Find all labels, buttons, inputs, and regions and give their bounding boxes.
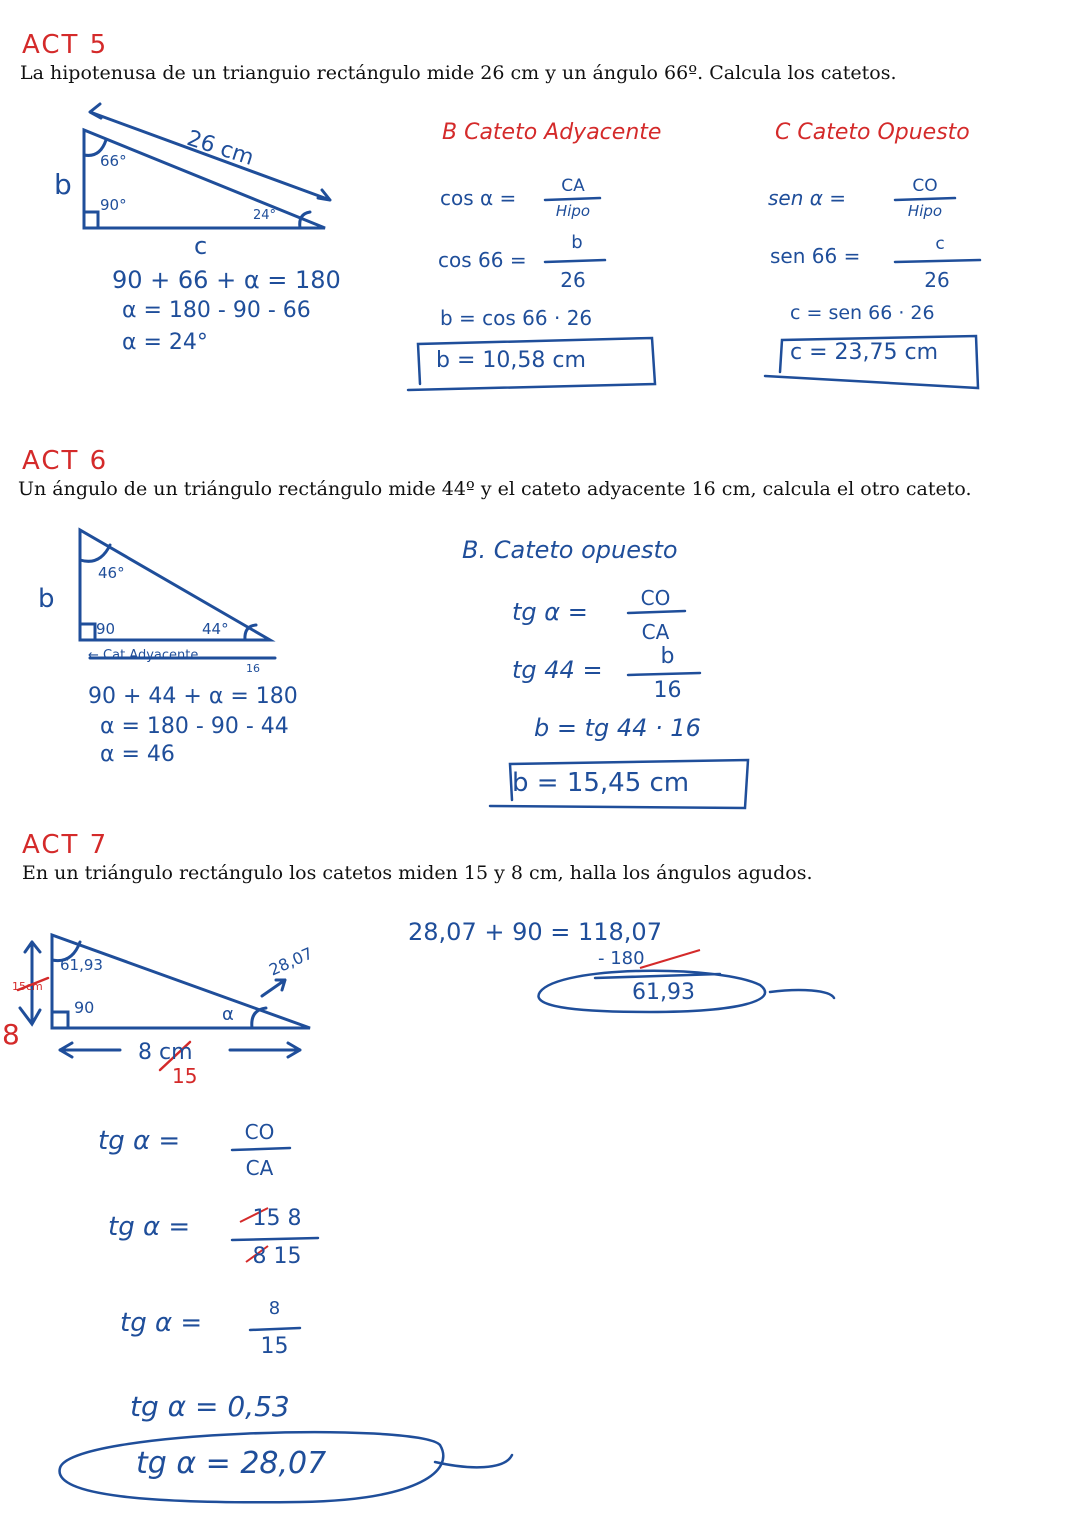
act6-angle-work-3: α = 46 xyxy=(100,742,175,767)
act6-angle-90: 90 xyxy=(96,620,116,638)
act7-frac2-bar xyxy=(232,1238,318,1240)
act5-colB-l1-den: Hipo xyxy=(555,202,591,220)
act6-colB-l2-den: 16 xyxy=(653,678,682,703)
act6-angle-44: 44° xyxy=(202,620,229,638)
act5-colC-result: c = 23,75 cm xyxy=(790,340,939,365)
act7-work-l3-left: tg α = xyxy=(120,1308,203,1338)
act7-base-arrow-left xyxy=(60,1043,120,1057)
act7-work-l2-num: 15 8 xyxy=(252,1206,302,1231)
act6-colB-l3: b = tg 44 · 16 xyxy=(534,714,701,742)
act6-colB-frac2-bar xyxy=(628,673,700,675)
act6-colB-l1-num: CO xyxy=(640,586,671,610)
act5-statement: La hipotenusa de un trianguio rectángulo mide 26 cm y un ángulo 66º. Calcula los catetos. xyxy=(20,62,897,84)
act7-angle-90: 90 xyxy=(74,998,95,1017)
act7-work-l1-left: tg α = xyxy=(98,1126,181,1156)
act7-angle-61: 61,93 xyxy=(60,956,103,974)
act5-colB-heading: B Cateto Adyacente xyxy=(442,120,662,145)
act6-angle-arc-top xyxy=(80,545,110,561)
act6-angle-46: 46° xyxy=(98,564,125,582)
act5-colB-l1-left: cos α = xyxy=(440,186,517,210)
act5-colB-l2-num: b xyxy=(571,232,583,253)
act6-side-b: b xyxy=(38,584,55,614)
act5-angle-work-2: α = 180 - 90 - 66 xyxy=(122,298,311,323)
act7-angle-28: 28,07 xyxy=(266,943,316,980)
act7-work-l4: tg α = 0,53 xyxy=(130,1390,290,1423)
act5-colB-l2-left: cos 66 = xyxy=(438,248,527,272)
act5-colB-l3: b = cos 66 · 26 xyxy=(440,306,593,330)
act7-left-arrow-down xyxy=(20,1008,40,1024)
act7-right-angle-mark xyxy=(52,1012,68,1028)
act6-colB-l1-left: tg α = xyxy=(512,598,588,626)
act5-side-b: b xyxy=(54,168,72,201)
act7-side-left-cross: 15cm xyxy=(12,980,43,993)
act6-colB-l1-den: CA xyxy=(641,620,670,644)
act7-angle-arrow xyxy=(262,980,285,996)
act7-sum-result: 61,93 xyxy=(632,980,695,1005)
act5-colC-l1-den: Hipo xyxy=(907,202,943,220)
act6-colB-l2-num: b xyxy=(660,644,675,669)
act6-colB-frac1-bar xyxy=(628,611,685,613)
act7-statement: En un triángulo rectángulo los catetos miden 15 y 8 cm, halla los ángulos agudos. xyxy=(22,862,813,884)
act7-work-l1-num: CO xyxy=(244,1120,275,1144)
act5-colC-l1-num: CO xyxy=(912,176,938,196)
act7-base-fix: 15 xyxy=(172,1064,198,1088)
act7-title: ACT 7 xyxy=(22,830,109,860)
act5-colB-result: b = 10,58 cm xyxy=(436,348,586,373)
act5-angle-work-1: 90 + 66 + α = 180 xyxy=(112,266,341,294)
act6-base-label: ← Cat Adyacente xyxy=(88,648,199,663)
act5-colC-l2-left: sen 66 = xyxy=(770,244,861,268)
act7-sum-tail xyxy=(770,990,834,998)
act5-side-c: c xyxy=(194,232,208,260)
act6-base-val: 16 xyxy=(246,662,260,675)
act7-work-l3-den: 15 xyxy=(260,1334,289,1359)
act5-angle-66: 66° xyxy=(100,152,127,170)
act6-title: ACT 6 xyxy=(22,446,109,476)
act5-hyp-label: 26 cm xyxy=(183,126,257,171)
act6-statement: Un ángulo de un triángulo rectángulo mide 44º y el cateto adyacente 16 cm, calcula el otro cateto. xyxy=(18,478,972,500)
act7-sum-l2: - 180 xyxy=(598,948,645,969)
act6-colB-result: b = 15,45 cm xyxy=(512,768,690,798)
act7-work-l3-num: 8 xyxy=(268,1298,281,1319)
act7-frac1-bar xyxy=(232,1148,290,1150)
act7-work-l1-den: CA xyxy=(245,1156,274,1180)
act7-work-l2-left: tg α = xyxy=(108,1212,191,1242)
act7-base-arrow-right xyxy=(230,1043,300,1057)
act5-colB-l1-num: CA xyxy=(561,176,585,196)
act7-alpha: α xyxy=(222,1004,234,1025)
act5-right-angle-mark xyxy=(84,212,98,228)
act5-angle-24: 24° xyxy=(253,208,277,223)
act5-colC-l3: c = sen 66 · 26 xyxy=(790,302,935,324)
act6-angle-work-1: 90 + 44 + α = 180 xyxy=(88,684,298,709)
act6-right-angle-mark xyxy=(80,624,95,640)
act5-colC-heading: C Cateto Opuesto xyxy=(775,120,970,145)
act5-title: ACT 5 xyxy=(22,30,109,60)
act5-colC-l2-den: 26 xyxy=(924,268,950,292)
act5-colC-l1-left: sen α = xyxy=(768,186,847,210)
act7-base-label: 8 cm xyxy=(138,1040,193,1065)
act5-colB-frac2-bar xyxy=(545,260,605,262)
act5-colB-frac1-bar xyxy=(545,198,600,200)
act5-angle-work-3: α = 24° xyxy=(122,330,208,355)
act7-side-left: 8 xyxy=(2,1018,20,1051)
act6-colB-heading: B. Cateto opuesto xyxy=(462,536,678,564)
act7-strike-180 xyxy=(640,950,700,968)
act5-colC-frac2-bar xyxy=(895,260,980,262)
act5-colC-frac1-bar xyxy=(895,198,955,200)
act7-frac3-bar xyxy=(250,1328,300,1330)
act7-work-l2-den: 8 15 xyxy=(252,1244,302,1269)
act7-sum-line xyxy=(595,974,720,978)
act5-angle-90: 90° xyxy=(100,196,127,214)
act6-angle-work-2: α = 180 - 90 - 44 xyxy=(100,714,289,739)
act7-result-tail xyxy=(435,1455,512,1467)
act7-work-result: tg α = 28,07 xyxy=(136,1446,327,1481)
act5-colB-l2-den: 26 xyxy=(560,268,586,292)
act7-sum-l1: 28,07 + 90 = 118,07 xyxy=(408,918,662,946)
act6-colB-l2-left: tg 44 = xyxy=(512,656,603,684)
act5-colC-l2-num: c xyxy=(935,234,945,254)
